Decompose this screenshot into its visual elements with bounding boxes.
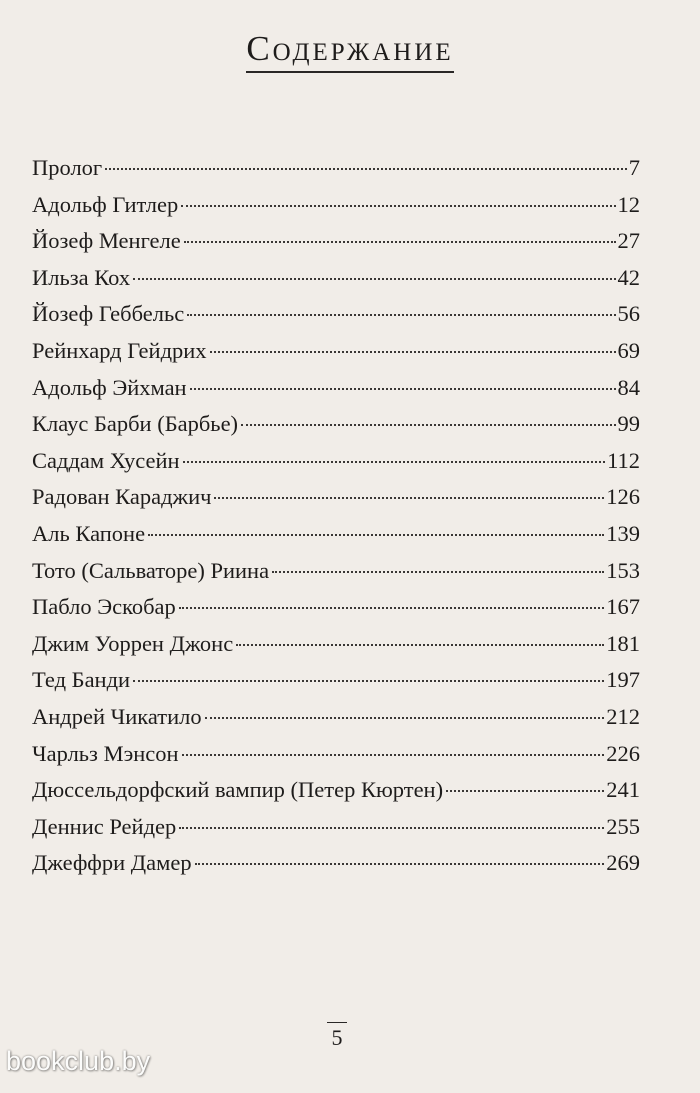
toc-entry-page: 112	[607, 447, 640, 473]
toc-entry-title: Радован Караджич	[32, 484, 212, 510]
dot-leader	[184, 241, 616, 243]
dot-leader	[205, 717, 605, 719]
toc-entry-title: Андрей Чикатило	[32, 703, 202, 729]
toc-entry-title: Клаус Барби (Барбье)	[32, 411, 239, 437]
toc-entry-page: 197	[606, 667, 640, 693]
toc-entry-page: 167	[606, 594, 640, 620]
toc-entry-page: 212	[606, 703, 640, 729]
heading-container	[0, 30, 700, 73]
toc-entry-page: 27	[617, 228, 640, 254]
toc-entry[interactable]	[32, 558, 640, 595]
page-number: 5	[327, 1022, 347, 1051]
dot-leader	[214, 497, 604, 499]
toc-entry[interactable]	[32, 155, 640, 192]
toc-entry-title: Адольф Гитлер	[32, 191, 179, 217]
toc-entry[interactable]	[32, 631, 640, 668]
toc-entry-page: 255	[606, 813, 640, 839]
dot-leader	[446, 790, 604, 792]
toc-entry-page: 139	[606, 520, 640, 546]
toc-entry-title: Йозеф Геббельс	[32, 301, 185, 327]
toc-entry-title: Адольф Эйхман	[32, 374, 187, 400]
toc-entry-title: Йозеф Менгеле	[32, 228, 181, 254]
toc-entry-title: Рейнхард Гейдрих	[32, 337, 207, 363]
toc-entry[interactable]	[32, 521, 640, 558]
dot-leader	[190, 388, 616, 390]
dot-leader	[210, 351, 616, 353]
toc-entry[interactable]	[32, 704, 640, 741]
dot-leader	[272, 571, 604, 573]
toc-entry-page: 153	[606, 557, 640, 583]
toc-entry-page: 69	[617, 337, 640, 363]
dot-leader	[236, 644, 604, 646]
toc-entry-title: Тото (Сальваторе) Риина	[32, 557, 270, 583]
toc-entry[interactable]	[32, 814, 640, 851]
toc-entry-page: 56	[617, 301, 640, 327]
toc-entry[interactable]	[32, 777, 640, 814]
toc-entry[interactable]	[32, 338, 640, 375]
toc-entry-page: 7	[628, 155, 640, 180]
toc-entry-title: Джеффри Дамер	[32, 850, 192, 876]
toc-entry[interactable]	[32, 448, 640, 485]
toc-entry-page: 12	[617, 191, 640, 217]
toc-entry[interactable]	[32, 228, 640, 265]
toc-entry[interactable]	[32, 741, 640, 778]
toc-entry[interactable]	[32, 192, 640, 229]
toc-entry-page: 126	[606, 484, 640, 510]
dot-leader	[105, 168, 627, 170]
dot-leader	[195, 863, 605, 865]
dot-leader	[183, 461, 605, 463]
toc-entry-page: 42	[617, 264, 640, 290]
toc-entry-title: Пабло Эскобар	[32, 594, 176, 620]
toc-entry-title: Деннис Рейдер	[32, 813, 177, 839]
toc-entry[interactable]	[32, 411, 640, 448]
toc-entry-title: Аль Капоне	[32, 520, 146, 546]
toc-entry[interactable]	[32, 667, 640, 704]
toc-entry-title: Дюссельдорфский вампир (Петер Кюртен)	[32, 777, 444, 803]
dot-leader	[148, 534, 604, 536]
toc-entry-page: 84	[617, 374, 640, 400]
toc-entry-title: Чарльз Мэнсон	[32, 740, 179, 766]
toc-entry-title: Саддам Хусейн	[32, 447, 180, 473]
toc-entry-page: 241	[606, 777, 640, 803]
toc-entry[interactable]	[32, 301, 640, 338]
toc-entry-title: Пролог	[32, 155, 103, 180]
toc-entry-page: 99	[617, 411, 640, 437]
dot-leader	[187, 314, 615, 316]
dot-leader	[179, 827, 604, 829]
dot-leader	[133, 278, 615, 280]
toc-entry-page: 269	[606, 850, 640, 876]
toc-entry-title: Джим Уоррен Джонс	[32, 630, 234, 656]
toc-entry-title: Тед Банди	[32, 667, 131, 693]
dot-leader	[133, 680, 604, 682]
toc-entry[interactable]	[32, 484, 640, 521]
dot-leader	[241, 424, 615, 426]
toc-entry[interactable]	[32, 375, 640, 412]
toc-entry-page: 181	[606, 630, 640, 656]
watermark: bookclub.by	[6, 1046, 151, 1076]
dot-leader	[179, 607, 604, 609]
dot-leader	[181, 205, 615, 207]
dot-leader	[182, 754, 605, 756]
toc-entry[interactable]	[32, 594, 640, 631]
table-of-contents	[32, 155, 640, 887]
page-title: Содержание	[246, 30, 453, 73]
toc-entry[interactable]	[32, 850, 640, 887]
toc-entry-page: 226	[606, 740, 640, 766]
toc-entry[interactable]	[32, 265, 640, 302]
toc-entry-title: Ильза Кох	[32, 264, 131, 290]
